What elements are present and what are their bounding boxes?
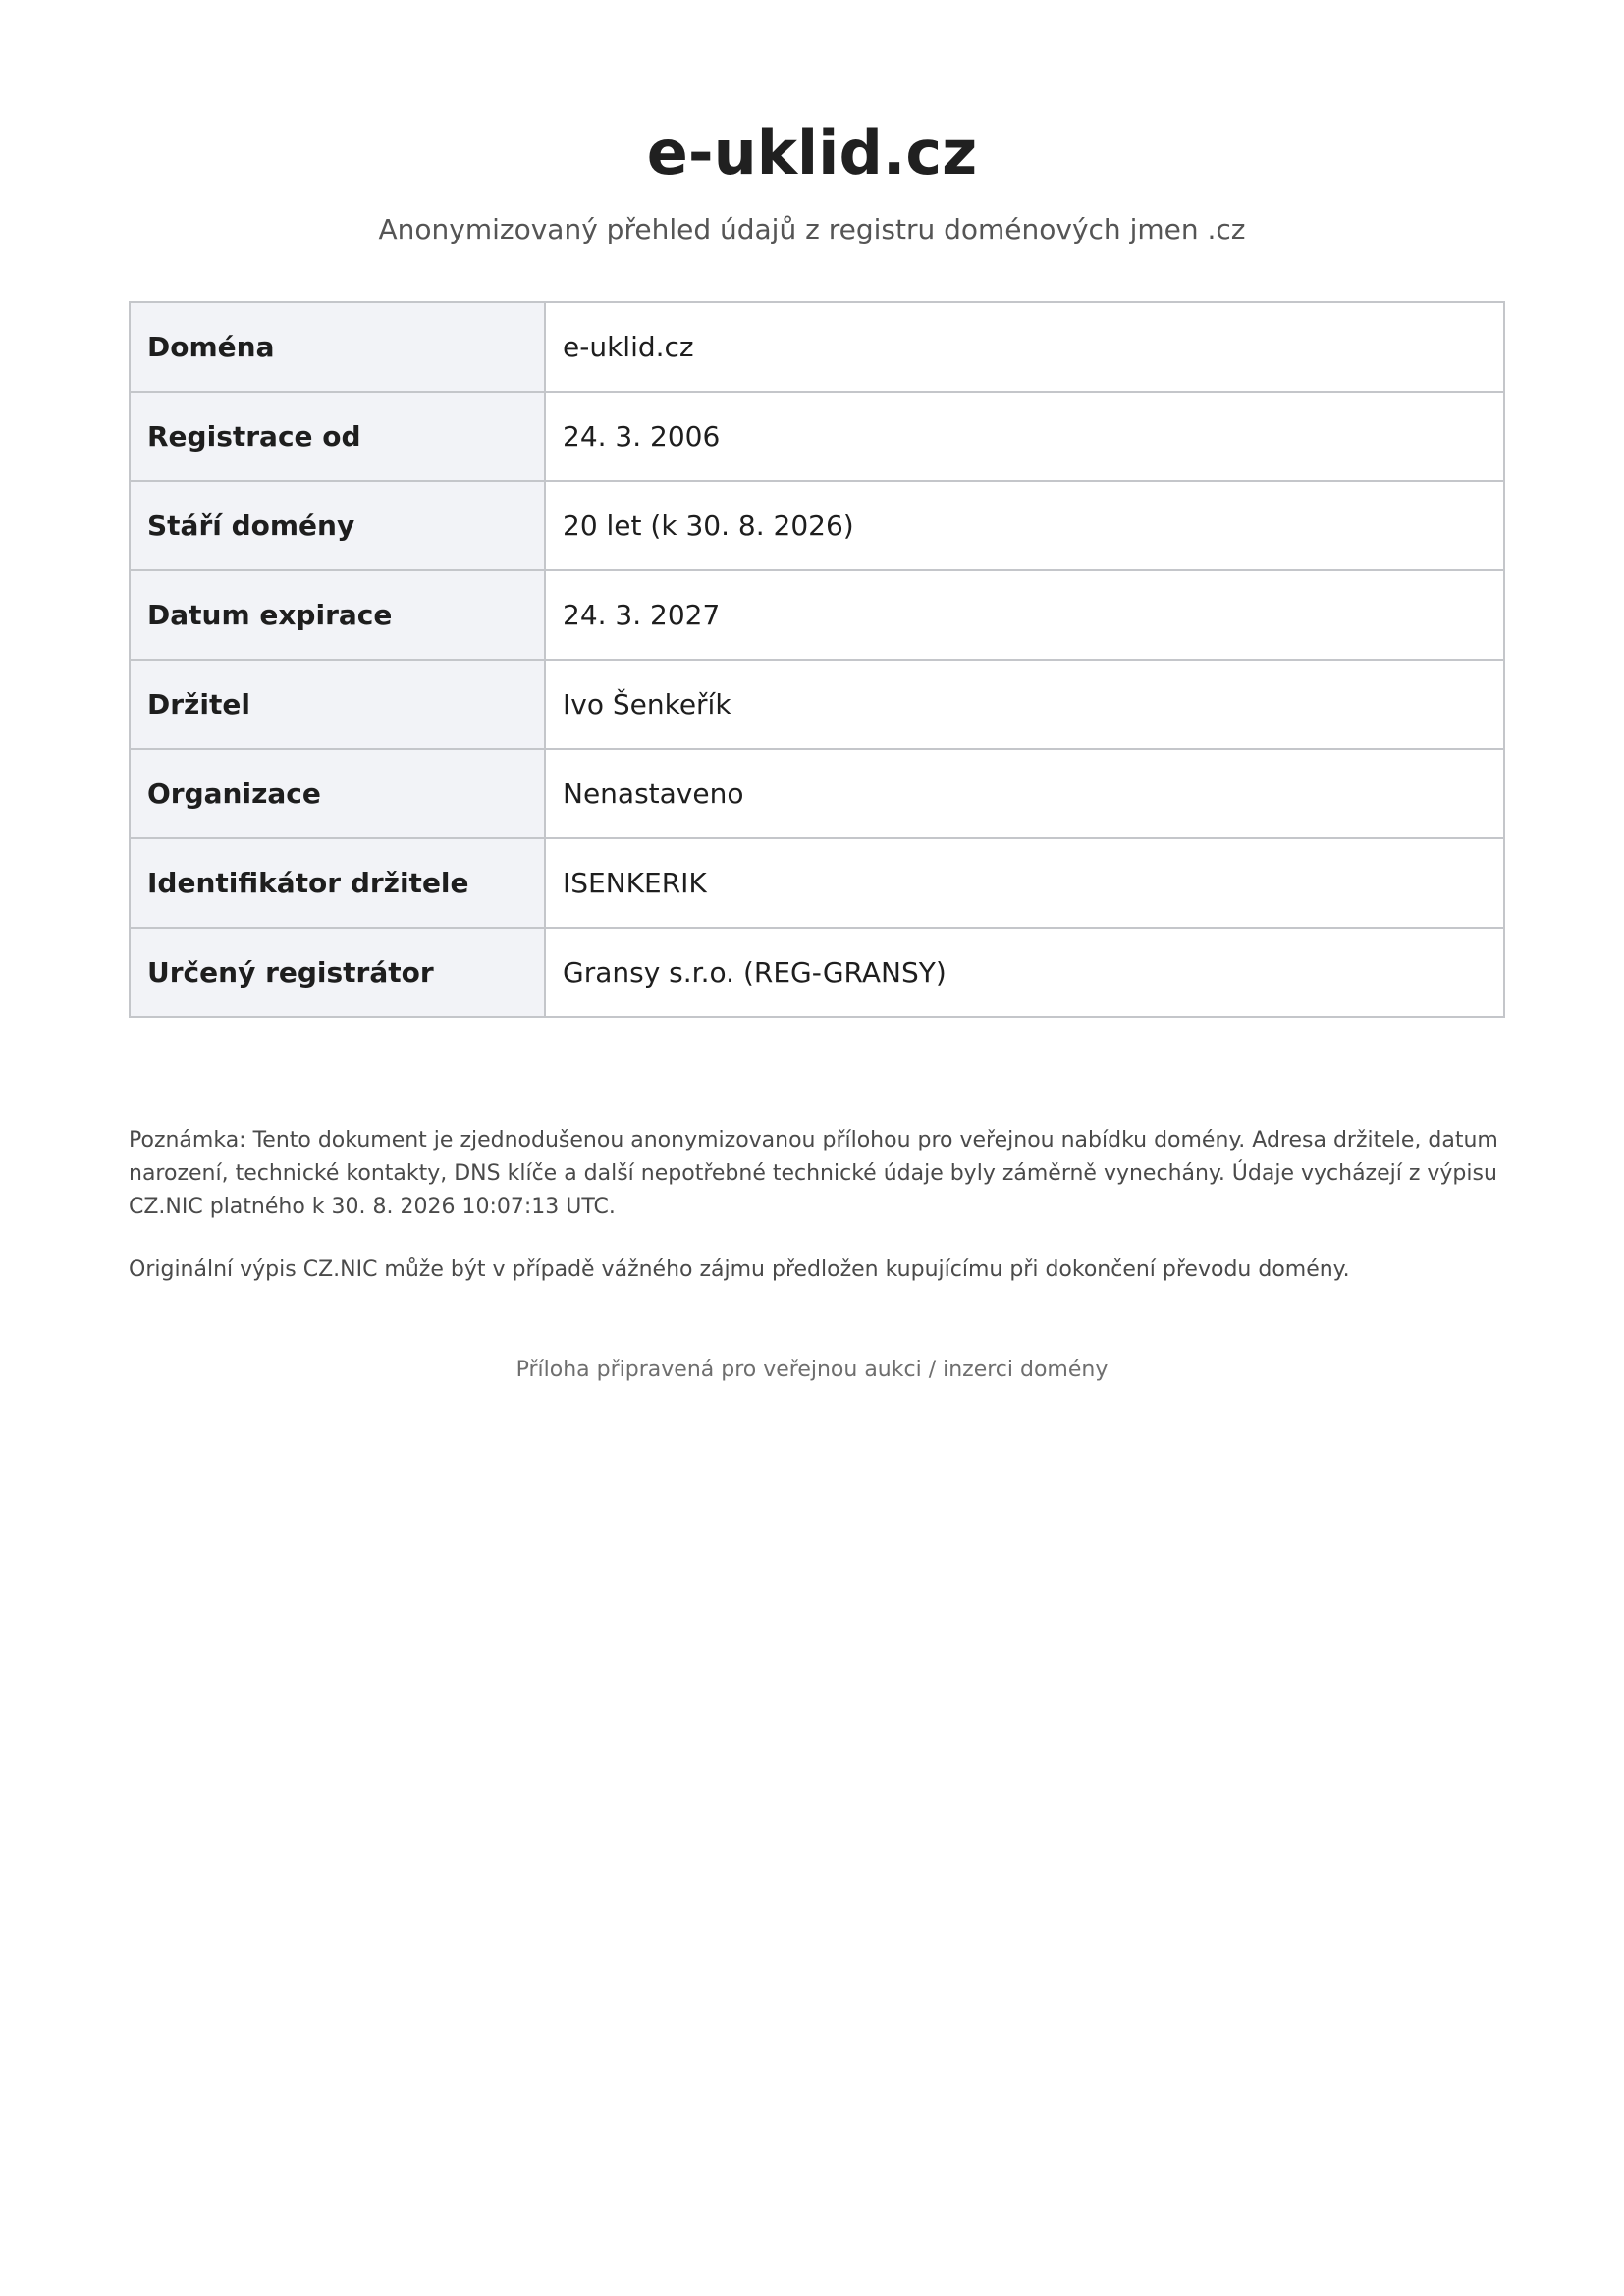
- row-label: Určený registrátor: [130, 928, 545, 1017]
- row-value: e-uklid.cz: [545, 302, 1504, 392]
- row-label: Organizace: [130, 749, 545, 838]
- row-value: 24. 3. 2027: [545, 570, 1504, 660]
- row-value: Nenastaveno: [545, 749, 1504, 838]
- table-row: [130, 660, 1504, 749]
- table-row: [130, 302, 1504, 392]
- row-value: 20 let (k 30. 8. 2026): [545, 481, 1504, 570]
- row-value: Gransy s.r.o. (REG-GRANSY): [545, 928, 1504, 1017]
- domain-info-table: [129, 301, 1505, 1018]
- row-label: Stáří domény: [130, 481, 545, 570]
- row-label: Identifikátor držitele: [130, 838, 545, 928]
- row-label: Doména: [130, 302, 545, 392]
- table-row: [130, 838, 1504, 928]
- row-value: 24. 3. 2006: [545, 392, 1504, 481]
- row-label: Držitel: [130, 660, 545, 749]
- table-row: [130, 392, 1504, 481]
- table-row: [130, 928, 1504, 1017]
- page-title: e-uklid.cz: [646, 117, 978, 188]
- note-paragraph: Poznámka: Tento dokument je zjednodušenou anonymizovanou přílohou pro veřejnou nabídku domény. Adresa držitele, datum narození, technické kontakty, DNS klíče a další nepotřebné technické údaje byly záměrně vynechány. Údaje vycházejí z výpisu CZ.NIC platného k 30. 8. 2026 10:07:13 UTC.: [129, 1128, 1498, 1219]
- row-value: ISENKERIK: [545, 838, 1504, 928]
- footer-text: Příloha připravená pro veřejnou aukci / inzerci domény: [515, 1358, 1109, 1382]
- page-subtitle: Anonymizovaný přehled údajů z registru doménových jmen .cz: [378, 213, 1246, 245]
- row-label: Datum expirace: [130, 570, 545, 660]
- table-row: [130, 749, 1504, 838]
- row-label: Registrace od: [130, 392, 545, 481]
- table-row: [130, 481, 1504, 570]
- table-row: [130, 570, 1504, 660]
- row-value: Ivo Šenkeřík: [545, 660, 1504, 749]
- original-extract-note: Originální výpis CZ.NIC může být v případě vážného zájmu předložen kupujícímu při dokončení převodu domény.: [129, 1257, 1350, 1282]
